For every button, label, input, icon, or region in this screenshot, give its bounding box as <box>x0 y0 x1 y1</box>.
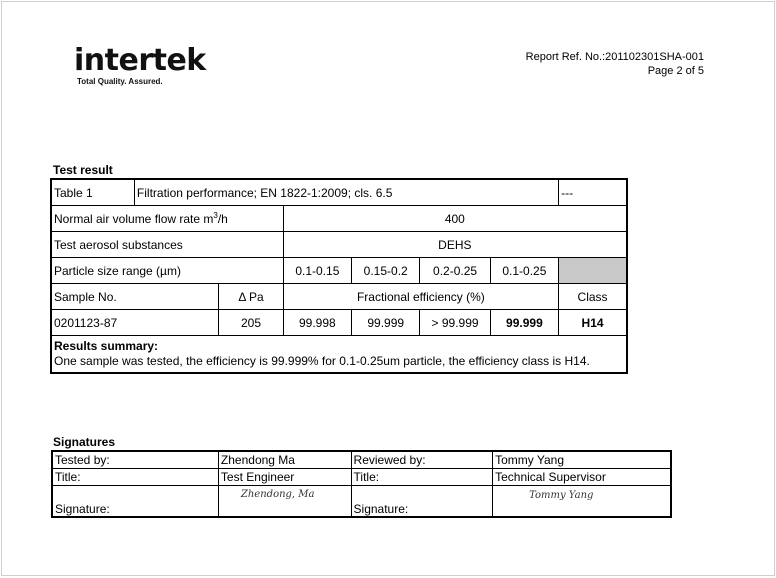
grey-cell <box>559 258 627 284</box>
tested-by-value: Zhendong Ma <box>218 451 351 469</box>
efficiency-value: 99.998 <box>283 310 351 336</box>
report-reference <box>526 50 704 78</box>
tester-signature-label: Signature: <box>52 486 218 518</box>
tester-signature-image: Zhendong, Ma <box>240 489 315 500</box>
report-page <box>1 1 775 576</box>
class-value: H14 <box>559 310 627 336</box>
flow-rate-label: Normal air volume flow rate $m^3/h$ <box>51 206 283 232</box>
reviewer-title-label: Title: <box>351 469 493 486</box>
particle-range: 0.1-0.25 <box>490 258 558 284</box>
test-result-title: Test result <box>53 163 113 177</box>
tester-signature-cell <box>218 486 351 518</box>
test-result-table <box>50 178 628 374</box>
table-title: Filtration performance; EN 1822-1:2009; cls. 6.5 <box>134 179 558 206</box>
table-note: --- <box>559 179 627 206</box>
efficiency-value: 99.999 <box>352 310 420 336</box>
aerosol-label: Test aerosol substances <box>51 232 283 258</box>
fractional-efficiency-label: Fractional efficiency (%) <box>283 284 558 310</box>
reviewed-by-label: Reviewed by: <box>351 451 493 469</box>
report-ref-number: Report Ref. No.:201102301SHA-001 <box>525 51 704 63</box>
aerosol-value: DEHS <box>283 232 627 258</box>
results-summary-title: Results summary: <box>54 339 159 353</box>
logo-wordmark: intertek <box>74 43 206 78</box>
particle-size-label: Particle size range (µm) <box>51 258 283 284</box>
table-label: Table 1 <box>51 179 134 206</box>
flow-rate-value: 400 <box>283 206 627 232</box>
reviewer-signature-label: Signature: <box>351 486 493 518</box>
particle-range: 0.1-0.15 <box>283 258 351 284</box>
efficiency-value: > 99.999 <box>420 310 490 336</box>
reviewer-signature-cell <box>493 486 671 518</box>
reviewed-by-value: Tommy Yang <box>493 451 671 469</box>
particle-range: 0.15-0.2 <box>352 258 420 284</box>
tested-by-label: Tested by: <box>52 451 218 469</box>
delta-pa-value: 205 <box>219 310 283 336</box>
intertek-logo <box>74 43 206 86</box>
page-number: Page 2 of 5 <box>647 65 704 77</box>
class-label: Class <box>559 284 627 310</box>
efficiency-value-bold: 99.999 <box>490 310 558 336</box>
logo-tagline: Total Quality. Assured. <box>77 77 163 86</box>
particle-range: 0.2-0.25 <box>420 258 490 284</box>
tester-title-value: Test Engineer <box>218 469 351 486</box>
reviewer-signature-image: Tommy Yang <box>529 490 594 501</box>
delta-pa-label: Δ Pa <box>219 284 283 310</box>
tester-title-label: Title: <box>52 469 218 486</box>
signatures-title: Signatures <box>53 435 116 449</box>
results-summary <box>51 336 627 374</box>
sample-no-value: 0201123-87 <box>51 310 219 336</box>
results-summary-text: One sample was tested, the efficiency is 99.999% for 0.1-0.25um particle, the efficiency class is H14. <box>54 354 590 368</box>
reviewer-title-value: Technical Supervisor <box>493 469 671 486</box>
sample-no-label: Sample No. <box>51 284 219 310</box>
signatures-table <box>51 450 672 518</box>
